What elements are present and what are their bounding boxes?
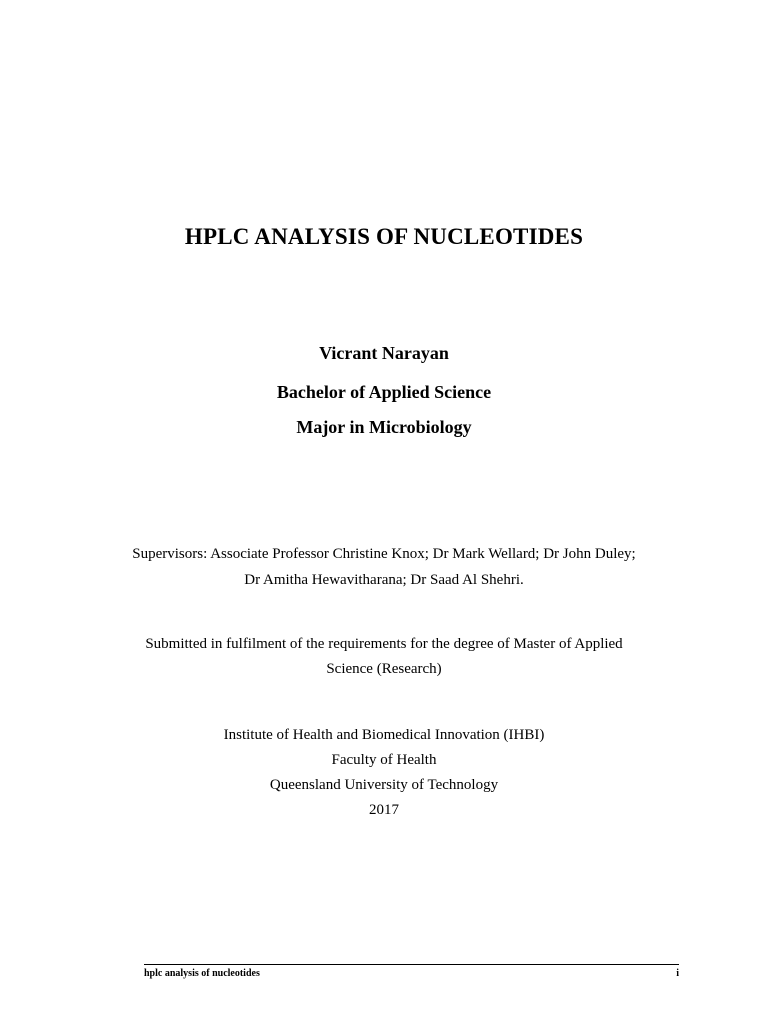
major-name: Major in Microbiology (296, 417, 472, 437)
submission-line-1: Submitted in fulfilment of the requirements for the degree of Master of Applied (145, 636, 623, 652)
document-title: HPLC ANALYSIS OF NUCLEOTIDES (184, 224, 584, 249)
institute-name: Institute of Health and Biomedical Innovation (IHBI) (223, 727, 545, 743)
author-name: Vicrant Narayan (319, 343, 449, 363)
footer-running-title: hplc analysis of nucleotides (144, 968, 260, 979)
degree-name: Bachelor of Applied Science (276, 382, 492, 402)
university-name: Queensland University of Technology (269, 777, 499, 793)
footer-divider (144, 964, 679, 965)
footer-page-number: i (676, 968, 679, 979)
faculty-name: Faculty of Health (331, 752, 437, 768)
submission-line-2: Science (Research) (326, 661, 442, 677)
supervisors-line-1: Supervisors: Associate Professor Christine Knox; Dr Mark Wellard; Dr John Duley; (132, 546, 636, 562)
supervisors-line-2: Dr Amitha Hewavitharana; Dr Saad Al Shehri. (244, 572, 524, 588)
submission-year: 2017 (369, 802, 399, 818)
